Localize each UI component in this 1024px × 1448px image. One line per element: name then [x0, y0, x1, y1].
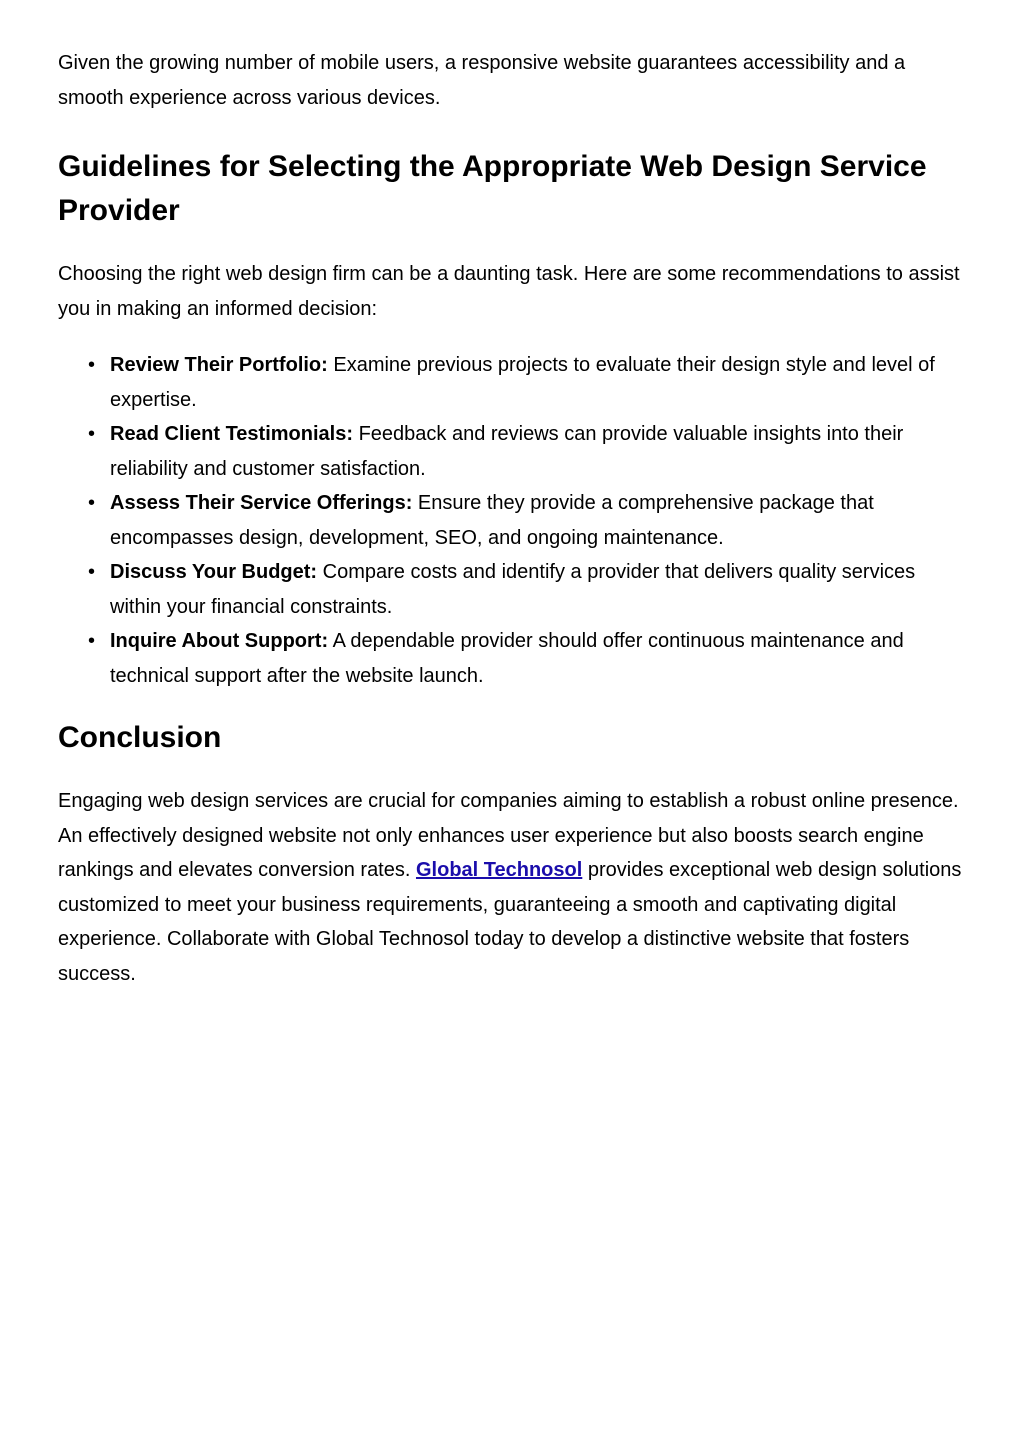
bullet-icon: • [88, 630, 96, 652]
conclusion-heading: Conclusion [58, 721, 222, 754]
list-item [88, 348, 966, 417]
list-item-title: Review Their Portfolio: [110, 354, 328, 376]
bullet-icon: • [88, 423, 96, 445]
conclusion-text-after-link: provides exceptional web design solutions customized to meet your business requirements, guaranteeing a smooth and captivating digital experience. Collaborate with Global Technosol today to develop a distinctive website that fosters success. [58, 859, 962, 985]
bullet-icon: • [88, 561, 96, 583]
guidelines-list [58, 348, 966, 693]
global-technosol-link[interactable]: Global Technosol [415, 859, 583, 881]
list-item [88, 555, 966, 624]
guidelines-lead-paragraph: Choosing the right web design firm can be a daunting task. Here are some recommendations to assist you in making an informed decision: [58, 263, 960, 320]
list-item-title: Discuss Your Budget: [110, 561, 318, 583]
list-item-text: Examine previous projects to evaluate their design style and level of expertise. [110, 354, 935, 411]
list-item-text: A dependable provider should offer continuous maintenance and technical support after the website launch. [110, 630, 904, 687]
list-item [88, 624, 966, 693]
list-item-title: Assess Their Service Offerings: [110, 492, 413, 514]
list-item-text: Ensure they provide a comprehensive package that encompasses design, development, SEO, and ongoing maintenance. [110, 492, 874, 549]
intro-paragraph: Given the growing number of mobile users, a responsive website guarantees accessibility and a smooth experience across various devices. [58, 52, 906, 109]
list-item [88, 486, 966, 555]
list-item-text: Feedback and reviews can provide valuable insights into their reliability and customer satisfaction. [110, 423, 904, 480]
list-item-title: Read Client Testimonials: [110, 423, 354, 445]
conclusion-paragraph [58, 784, 966, 991]
conclusion-text-before-link: Engaging web design services are crucial for companies aiming to establish a robust online presence. An effectively designed website not only enhances user experience but also boosts search engine rankings and elevates conversion rates. [58, 790, 959, 881]
bullet-icon: • [88, 354, 96, 376]
list-item [88, 417, 966, 486]
list-item-title: Inquire About Support: [110, 630, 329, 652]
list-item-text: Compare costs and identify a provider that delivers quality services within your financial constraints. [110, 561, 916, 618]
bullet-icon: • [88, 492, 96, 514]
guidelines-heading: Guidelines for Selecting the Appropriate Web Design Service Provider [58, 150, 927, 227]
